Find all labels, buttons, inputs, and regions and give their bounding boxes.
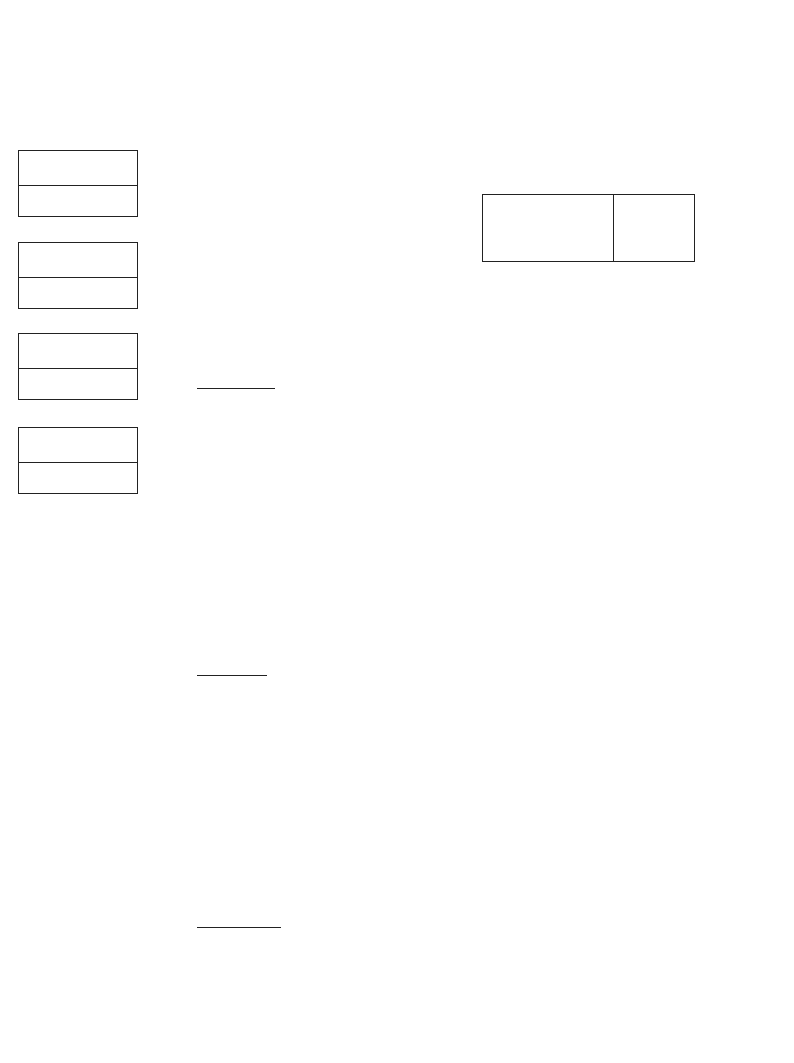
class-label (19, 428, 137, 463)
question-1-blank (197, 388, 275, 389)
question-1-stem (197, 375, 275, 391)
question-6-stem (197, 914, 281, 930)
class-box (18, 427, 138, 494)
exam-number-box (18, 150, 138, 217)
question-4-blank (197, 675, 267, 676)
exam-number-label (19, 151, 137, 186)
serial-box-label (483, 195, 614, 261)
paper-serial-box (482, 194, 695, 262)
school-field[interactable] (19, 369, 137, 399)
school-label (19, 334, 137, 369)
exam-number-field[interactable] (19, 186, 137, 216)
name-box (18, 242, 138, 309)
class-field[interactable] (19, 463, 137, 493)
name-field[interactable] (19, 278, 137, 308)
name-label (19, 243, 137, 278)
question-6-blank (197, 927, 281, 928)
question-4-stem (197, 662, 267, 678)
serial-number-field[interactable] (614, 195, 694, 261)
school-box (18, 333, 138, 400)
